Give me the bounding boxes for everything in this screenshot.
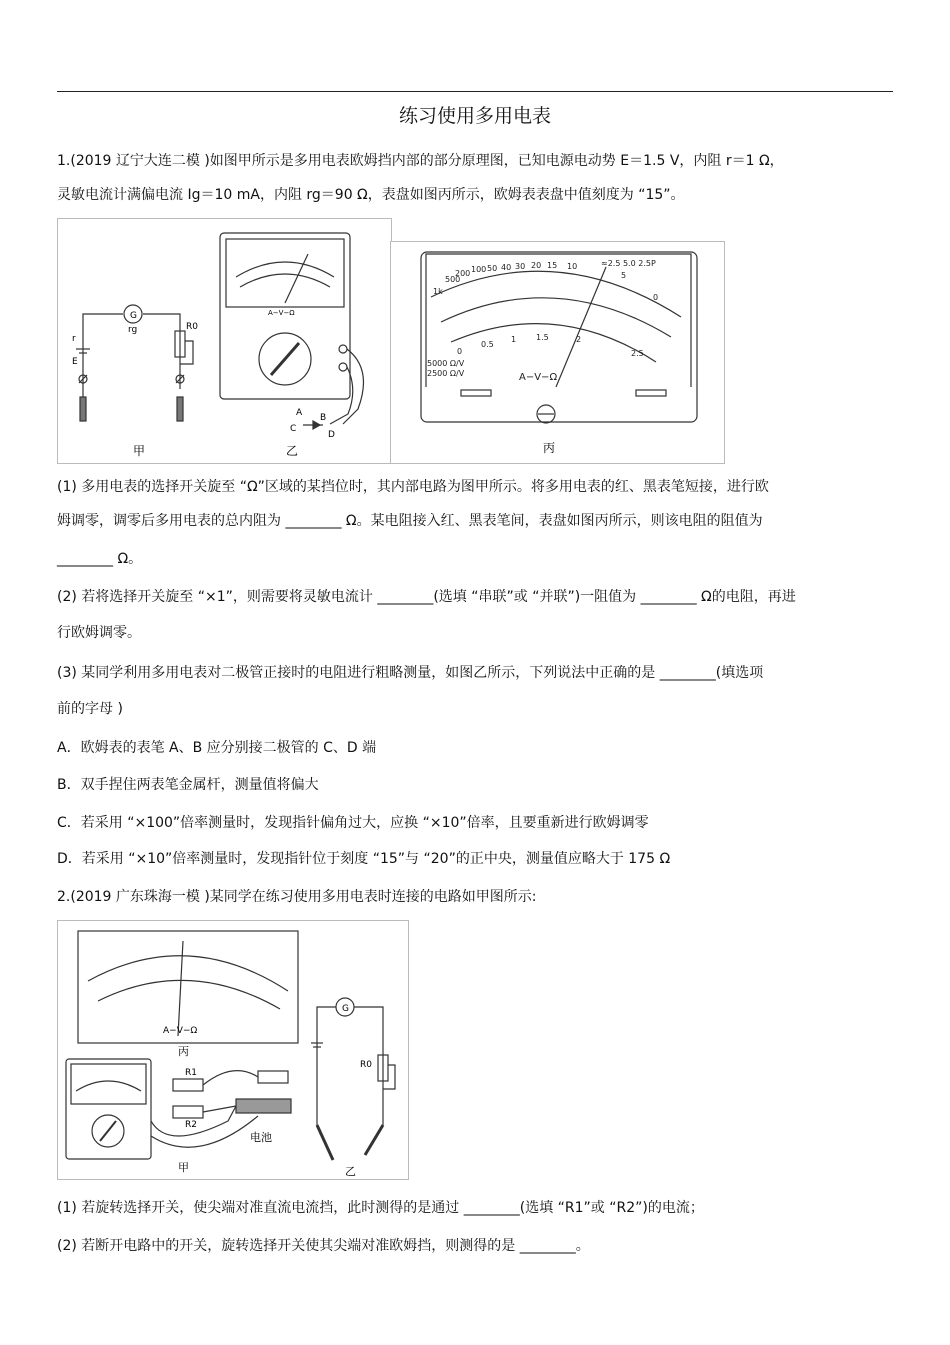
- ohm-tick-100: 100: [471, 265, 487, 274]
- b-label: B: [320, 413, 327, 423]
- q1-part3-b: 前的字母 ): [57, 701, 123, 717]
- q1-line1: 1.(2019 辽宁大连二模 )如图甲所示是多用电表欧姆挡内部的部分原理图，已知电源电动势 E＝1.5 V，内阻 r＝1 Ω，: [57, 153, 784, 169]
- page-title: 练习使用多用电表: [398, 105, 551, 127]
- ohm-tick-5: 5: [621, 271, 627, 280]
- ohm-tick-200: 200: [455, 269, 471, 278]
- ohm-tick-0: 0: [653, 293, 659, 302]
- figure1-bing-dial: [390, 241, 725, 464]
- a-label: A: [296, 408, 303, 418]
- fig2-dial-label: A−V−Ω: [163, 1026, 198, 1036]
- q1-part1-b: 姆调零，调零后多用电表的总内阻为 ________ Ω。某电阻接入红、黑表笔间，表盘如图丙所示，则该电阻的阻值为: [57, 513, 763, 529]
- cap-yi: 乙: [286, 444, 299, 458]
- fig2-cap-yi: 乙: [345, 1165, 356, 1178]
- lin-tick-0: 0: [457, 347, 463, 356]
- q2-part1: (1) 若旋转选择开关，使尖端对准直流电流挡，此时测得的是通过 ________(选填 “R1”或 “R2”)的电流；: [57, 1200, 704, 1216]
- q1-line2: 灵敏电流计满偏电流 Ig＝10 mA，内阻 rg＝90 Ω，表盘如图丙所示，欧姆表表盘中值刻度为 “15”。: [57, 187, 685, 203]
- q1-part2-a: (2) 若将选择开关旋至 “×1”，则需要将灵敏电流计 ________(选填 “串联”或 “并联”)一阻值为 ________ Ω的电阻，再进: [57, 589, 796, 605]
- ac-mark: ≈2.5 5.0 2.5P: [601, 259, 656, 268]
- lin-tick-2: 2: [576, 335, 582, 344]
- ohm-tick-40: 40: [501, 263, 512, 272]
- ohm-tick-500: 500: [445, 275, 461, 284]
- fig2-cap-bing: 丙: [178, 1045, 189, 1058]
- q1-part1-c: ________ Ω。: [57, 551, 143, 567]
- fig2-cap-jia: 甲: [178, 1161, 189, 1174]
- sens1: 5000 Ω/V: [427, 359, 465, 368]
- yi-dial-label: A−V−Ω: [268, 309, 295, 317]
- q1-option-d: D．若采用 “×10”倍率测量时，发现指针位于刻度 “15”与 “20”的正中央，测量值应略大于 175 Ω: [57, 851, 671, 867]
- ohm-tick-1k: 1k: [433, 287, 443, 296]
- q1-option-a: A．欧姆表的表笔 A、B 应分别接二极管的 C、D 端: [57, 740, 377, 756]
- cap-jia: 甲: [133, 444, 146, 458]
- lin-tick-15: 1.5: [536, 333, 549, 342]
- r1-label: R1: [185, 1068, 197, 1078]
- r-label: r: [72, 334, 76, 344]
- lin-tick-25: 2.5: [631, 349, 644, 358]
- q1-part1-a: (1) 多用电表的选择开关旋至 “Ω”区域的某挡位时，其内部电路为图甲所示。将多用电表的红、黑表笔短接，进行欧: [57, 479, 769, 495]
- r0-label: R0: [186, 322, 198, 332]
- cap-bing: 丙: [543, 441, 556, 455]
- q1-option-b: B．双手捏住两表笔金属杆，测量值将偏大: [57, 777, 319, 793]
- bing-dial-label: A−V−Ω: [519, 372, 558, 383]
- q2-line1: 2.(2019 广东珠海一模 )某同学在练习使用多用电表时连接的电路如甲图所示:: [57, 889, 537, 905]
- figure1-jia-yi: [57, 218, 392, 464]
- q1-part3-a: (3) 某同学利用多用电表对二极管正接时的电阻进行粗略测量，如图乙所示，下列说法中正确的是 ________(填选项: [57, 665, 764, 681]
- q1-part2-b: 行欧姆调零。: [57, 625, 141, 641]
- fig2-r0-label: R0: [360, 1060, 372, 1070]
- c-label: C: [290, 424, 297, 434]
- lin-tick-1: 1: [511, 335, 517, 344]
- ohm-tick-30: 30: [515, 262, 526, 271]
- ohm-tick-20: 20: [531, 261, 542, 270]
- e-label: E: [72, 357, 78, 367]
- sens2: 2500 Ω/V: [427, 369, 465, 378]
- ohm-tick-10: 10: [567, 262, 578, 271]
- q1-option-c: C．若采用 “×100”倍率测量时，发现指针偏角过大，应换 “×10”倍率，且要重新进行欧姆调零: [57, 815, 649, 831]
- rg-label: rg: [128, 325, 138, 335]
- battery-label: 电池: [250, 1131, 272, 1144]
- lin-tick-05: 0.5: [481, 340, 494, 349]
- q2-part2: (2) 若断开电路中的开关，旋转选择开关使其尖端对准欧姆挡，则测得的是 ________。: [57, 1238, 590, 1254]
- top-rule: [57, 91, 893, 92]
- g-label: G: [130, 311, 137, 321]
- r2-label: R2: [185, 1120, 197, 1130]
- fig2-g-label: G: [342, 1004, 349, 1014]
- ohm-tick-50: 50: [487, 264, 498, 273]
- figure2-yi: [305, 985, 415, 1180]
- ohm-tick-15: 15: [547, 261, 558, 270]
- d-label: D: [328, 430, 335, 440]
